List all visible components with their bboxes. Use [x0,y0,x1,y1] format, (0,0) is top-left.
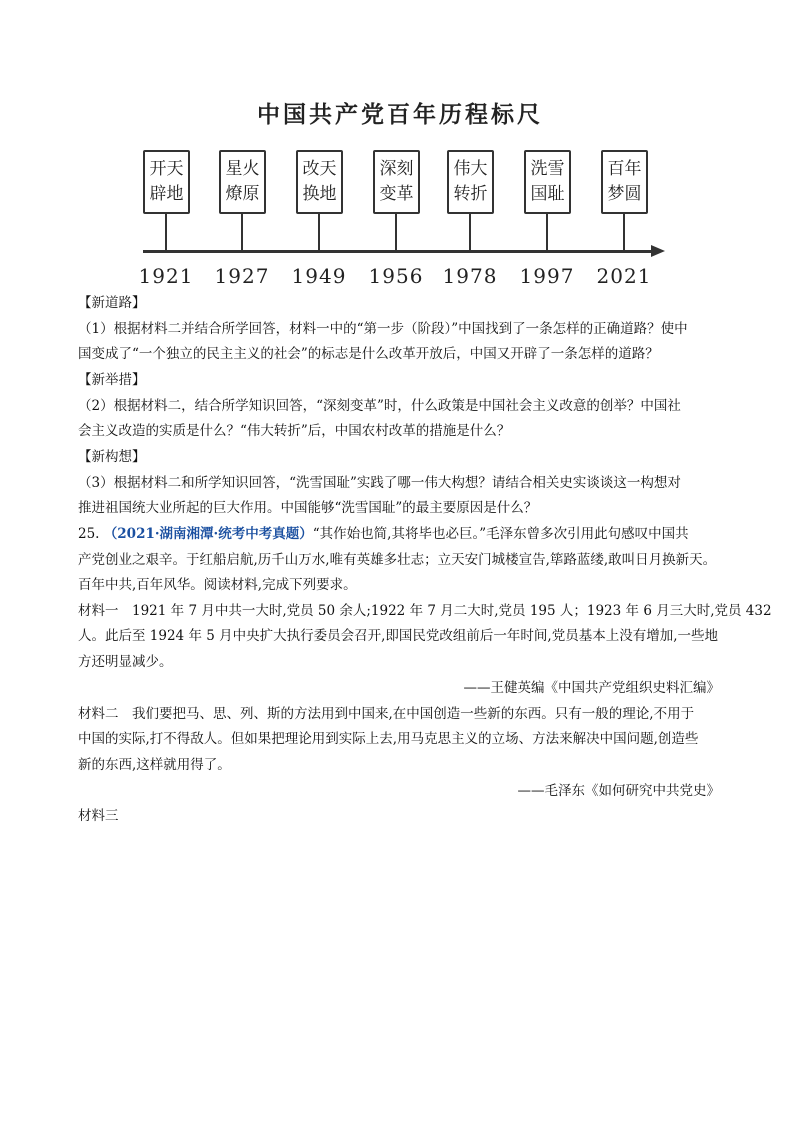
timeline-year: 1978 [442,264,498,288]
section-heading-new-measures: 【新举措】 [78,372,146,388]
question-1-line: （1）根据材料二并结合所学回答，材料一中的“第一步（阶段）”中国找到了一条怎样的正确道路？使中 [78,321,688,337]
timeline-box-1978 [447,150,494,214]
box-text: 梦圆 [607,184,642,204]
material-1-line: 材料一 1921 年 7 月中共一大时,党员 50 余人;1922 年 7 月二大时,党员 195 人；1923 年 6 月三大时,党员 432 [78,603,772,619]
timeline-stem [469,214,471,251]
material-2-source: ——毛泽东《如何研究中共党史》 [517,783,720,799]
box-text: 变革 [379,184,414,204]
timeline-stem [623,214,625,251]
timeline-year: 1949 [291,264,347,288]
timeline-year: 1927 [214,264,270,288]
timeline-year: 1956 [368,264,424,288]
box-text: 换地 [302,184,337,204]
box-text: 百年 [607,159,642,179]
section-heading-new-vision: 【新构想】 [78,449,146,465]
timeline-title: 中国共产党百年历程标尺 [257,102,543,128]
material-1-line: 人。此后至 1924 年 5 月中央扩大执行委员会召开,即国民党改组前后一年时间,党员基本上没有增加,一些地 [78,628,718,644]
timeline-arrowhead [651,245,665,257]
timeline-box-1997 [524,150,571,214]
box-text: 燎原 [225,184,260,204]
question-1-line: 国变成了“一个独立的民主主义的社会”的标志是什么改革开放后，中国又开辟了一条怎样的道路？ [78,346,659,362]
timeline-box-1949 [296,150,343,214]
box-text: 开天 [149,159,184,179]
material-1-source: ——王健英编《中国共产党组织史料汇编》 [463,680,720,696]
material-2-line: 中国的实际,打不得敌人。但如果把理论用到实际上去,用马克思主义的立场、方法来解决中国问题,创造些 [78,731,699,747]
box-text: 洗雪 [530,159,565,179]
timeline-box-1927 [219,150,266,214]
box-text: 星火 [225,159,260,179]
question-source-tag: （2021·湖南湘潭·统考中考真题） [103,526,313,542]
box-text: 辟地 [149,184,184,204]
timeline-stem [165,214,167,251]
timeline-stem [395,214,397,251]
question-2-line: 会主义改造的实质是什么？“伟大转折”后，中国农村改革的措施是什么？ [78,423,511,439]
box-text: 转折 [453,184,488,204]
timeline-year: 1997 [519,264,575,288]
material-1-line: 方还明显减少。 [78,654,173,670]
question-25-line: 百年中共,百年风华。阅读材料,完成下列要求。 [78,577,357,593]
material-2-line: 材料二 我们要把马、思、列、斯的方法用到中国来,在中国创造一些新的东西。只有一般的理论,不用于 [78,706,695,722]
timeline-year: 2021 [596,264,652,288]
box-text: 深刻 [379,159,414,179]
box-text: 国耻 [530,184,565,204]
timeline-year: 1921 [138,264,194,288]
box-text: 改天 [302,159,337,179]
question-number: 25. [78,526,100,542]
timeline-box-2021 [601,150,648,214]
timeline-box-1956 [373,150,420,214]
timeline-figure [135,90,665,290]
timeline-stem [241,214,243,251]
material-3-label: 材料三 [78,808,119,824]
timeline-stem [318,214,320,251]
material-2-line: 新的东西,这样就用得了。 [78,757,231,773]
timeline-axis [143,250,655,253]
question-intro-text: “其作始也简,其将毕也必巨。”毛泽东曾多次引用此句感叹中国共 [312,526,689,542]
question-2-line: （2）根据材料二，结合所学知识回答，“深刻变革”时，什么政策是中国社会主义改意的创举？中国社 [78,398,681,414]
question-3-line: 推进祖国统大业所起的巨大作用。中国能够“洗雪国耻”的最主要原因是什么？ [78,500,538,516]
timeline-stem [546,214,548,251]
section-heading-new-road: 【新道路】 [78,295,146,311]
question-25-line: 产党创业之艰辛。于红船启航,历千山万水,唯有英雄多壮志；立天安门城楼宣告,筚路蓝缕,敢叫日月换新天。 [78,552,717,568]
question-3-line: （3）根据材料二和所学知识回答，“洗雪国耻”实践了哪一伟大构想？请结合相关史实谈谈这一构想对 [78,475,681,491]
question-25-header [78,524,689,544]
timeline-box-1921 [143,150,190,214]
box-text: 伟大 [453,159,488,179]
